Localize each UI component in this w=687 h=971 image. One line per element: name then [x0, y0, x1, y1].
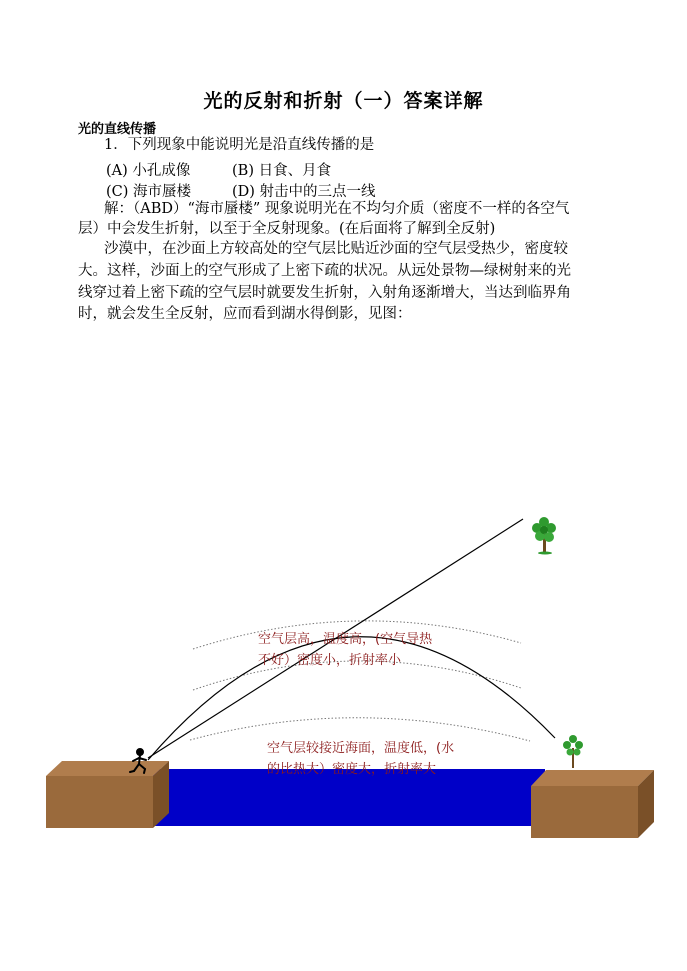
left-ground-block: [46, 761, 169, 828]
far-tree-icon: [532, 517, 556, 555]
answer-line: 沙漠中，在沙面上方较高处的空气层比贴近沙面的空气层受热少，密度较: [104, 241, 568, 257]
section-heading: 光的直线传播: [78, 122, 157, 137]
answer-line: 时，就会发生全反射，应而看到湖水得倒影，见图：: [78, 306, 412, 322]
lower-air-layer-label: 空气层较接近海面，温度低，(水 的比热大）密度大，折射率大: [267, 741, 455, 777]
answer-line: 解：（ABD）“海市蜃楼” 现象说明光在不均匀介质（密度不一样的各空气: [104, 201, 570, 217]
upper-air-layer-label: 空气层高，温度高，(空气导热 不好）密度小，折射率小: [258, 632, 433, 668]
option-d: (D) 射击中的三点一线: [232, 184, 376, 200]
option-c: (C) 海市蜃楼: [106, 184, 192, 200]
option-b: (B) 日食、月食: [232, 163, 332, 179]
question-text: 1．下列现象中能说明光是沿直线传播的是: [104, 137, 375, 153]
answer-line: 大。这样，沙面上的空气形成了上密下疏的状况。从远处景物—绿树射来的光: [78, 263, 571, 279]
answer-line: 线穿过着上密下疏的空气层时就要发生折射，入射角逐渐增大，当达到临界角: [78, 285, 571, 301]
answer-line: 层）中会发生折射，以至于全反射现象。(在后面将了解到全反射): [78, 221, 496, 237]
page-title: 光的反射和折射（一）答案详解: [203, 90, 484, 112]
option-a: (A) 小孔成像: [106, 163, 191, 179]
right-ground-block: [531, 770, 654, 838]
mirage-tree-icon: [563, 735, 583, 768]
